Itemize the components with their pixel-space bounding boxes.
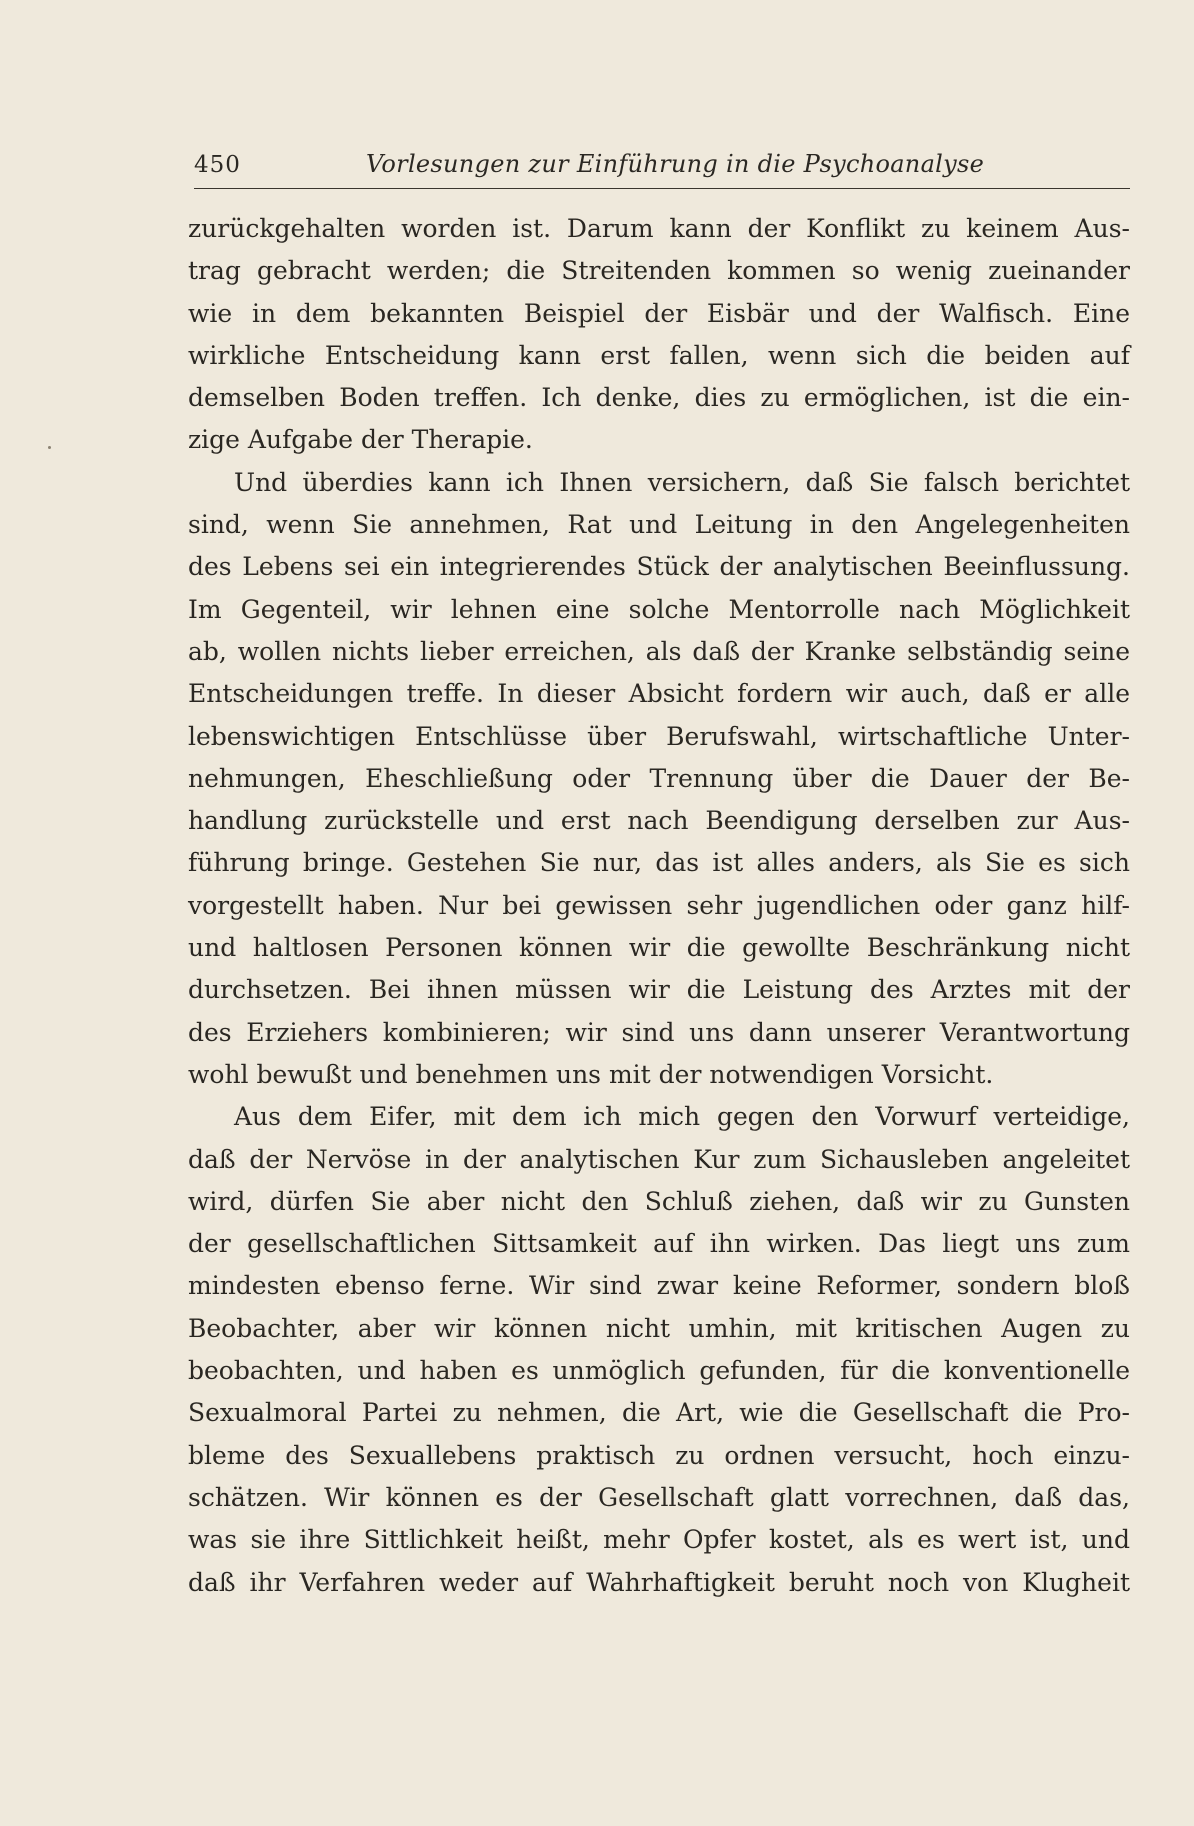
text-line: Im Gegenteil, wir lehnen eine solche Mentorrolle nach Möglichkeit bbox=[188, 594, 1130, 624]
text-line: zurückgehalten worden ist. Darum kann der Konflikt zu keinem Aus- bbox=[188, 214, 1130, 243]
text-line: Entscheidungen treffe. In dieser Absicht fordern wir auch, daß er alle bbox=[188, 679, 1130, 709]
paragraph bbox=[188, 208, 1130, 462]
text-line: des Lebens sei ein integrierendes Stück der analytischen Beeinflussung. bbox=[188, 552, 1130, 582]
text-line: daß ihr Verfahren weder auf Wahrhaftigkeit beruht noch von Klugheit bbox=[188, 1567, 1130, 1597]
text-line: der gesellschaftlichen Sittsamkeit auf ihn wirken. Das liegt uns zum bbox=[188, 1229, 1130, 1259]
text-line: wirkliche Entscheidung kann erst fallen, wenn sich die beiden auf bbox=[188, 340, 1130, 370]
text-line: vorgestellt haben. Nur bei gewissen sehr jugendlichen oder ganz hilf- bbox=[188, 890, 1130, 920]
text-line: wird, dürfen Sie aber nicht den Schluß ziehen, daß wir zu Gunsten bbox=[188, 1186, 1130, 1216]
page-header bbox=[194, 148, 1130, 189]
text-line: beobachten, und haben es unmöglich gefunden, für die konventionelle bbox=[188, 1356, 1130, 1386]
text-line: Aus dem Eifer, mit dem ich mich gegen den Vorwurf verteidige, bbox=[234, 1102, 1130, 1132]
text-line: demselben Boden treffen. Ich denke, dies zu ermöglichen, ist die ein- bbox=[188, 383, 1130, 413]
paper-speck bbox=[48, 446, 51, 449]
text-line: bleme des Sexuallebens praktisch zu ordnen versucht, hoch einzu- bbox=[188, 1440, 1130, 1470]
text-line: Und überdies kann ich Ihnen versichern, daß Sie falsch berichtet bbox=[234, 467, 1130, 497]
page-number: 450 bbox=[194, 152, 241, 178]
text-line: sind, wenn Sie annehmen, Rat und Leitung in den Angelegenheiten bbox=[188, 510, 1130, 540]
paragraph bbox=[188, 1096, 1130, 1604]
text-line: wie in dem bekannten Beispiel der Eisbär und der Walfisch. Eine bbox=[188, 298, 1130, 328]
text-line: und haltlosen Personen können wir die gewollte Beschränkung nicht bbox=[188, 933, 1130, 963]
text-line: daß der Nervöse in der analytischen Kur zum Sichausleben angeleitet bbox=[188, 1144, 1130, 1174]
text-line: Sexualmoral Partei zu nehmen, die Art, wie die Gesellschaft die Pro- bbox=[188, 1398, 1130, 1428]
text-line: wohl bewußt und benehmen uns mit der notwendigen Vorsicht. bbox=[188, 1059, 994, 1089]
text-line: was sie ihre Sittlichkeit heißt, mehr Opfer kostet, als es wert ist, und bbox=[188, 1525, 1130, 1555]
text-line: nehmungen, Eheschließung oder Trennung über die Dauer der Be- bbox=[188, 763, 1130, 793]
text-line: führung bringe. Gestehen Sie nur, das ist alles anders, als Sie es sich bbox=[188, 848, 1130, 878]
text-line: ab, wollen nichts lieber erreichen, als daß der Kranke selbständig seine bbox=[188, 636, 1130, 666]
text-line: des Erziehers kombinieren; wir sind uns dann unserer Verantwortung bbox=[188, 1017, 1130, 1047]
running-title: Vorlesungen zur Einführung in die Psychoanalyse bbox=[366, 150, 985, 178]
text-line: zige Aufgabe der Therapie. bbox=[188, 425, 533, 455]
text-line: durchsetzen. Bei ihnen müssen wir die Leistung des Arztes mit der bbox=[188, 975, 1130, 1005]
text-line: Beobachter, aber wir können nicht umhin, mit kritischen Augen zu bbox=[188, 1313, 1130, 1343]
text-line: trag gebracht werden; die Streitenden kommen so wenig zueinander bbox=[188, 256, 1130, 286]
body-text bbox=[188, 208, 1130, 1604]
text-line: lebenswichtigen Entschlüsse über Berufswahl, wirtschaftliche Unter- bbox=[188, 721, 1130, 751]
text-line: mindesten ebenso ferne. Wir sind zwar keine Reformer, sondern bloß bbox=[188, 1271, 1130, 1301]
text-line: handlung zurückstelle und erst nach Beendigung derselben zur Aus- bbox=[188, 806, 1130, 836]
paragraph bbox=[188, 462, 1130, 1096]
text-line: schätzen. Wir können es der Gesellschaft glatt vorrechnen, daß das, bbox=[188, 1482, 1130, 1512]
